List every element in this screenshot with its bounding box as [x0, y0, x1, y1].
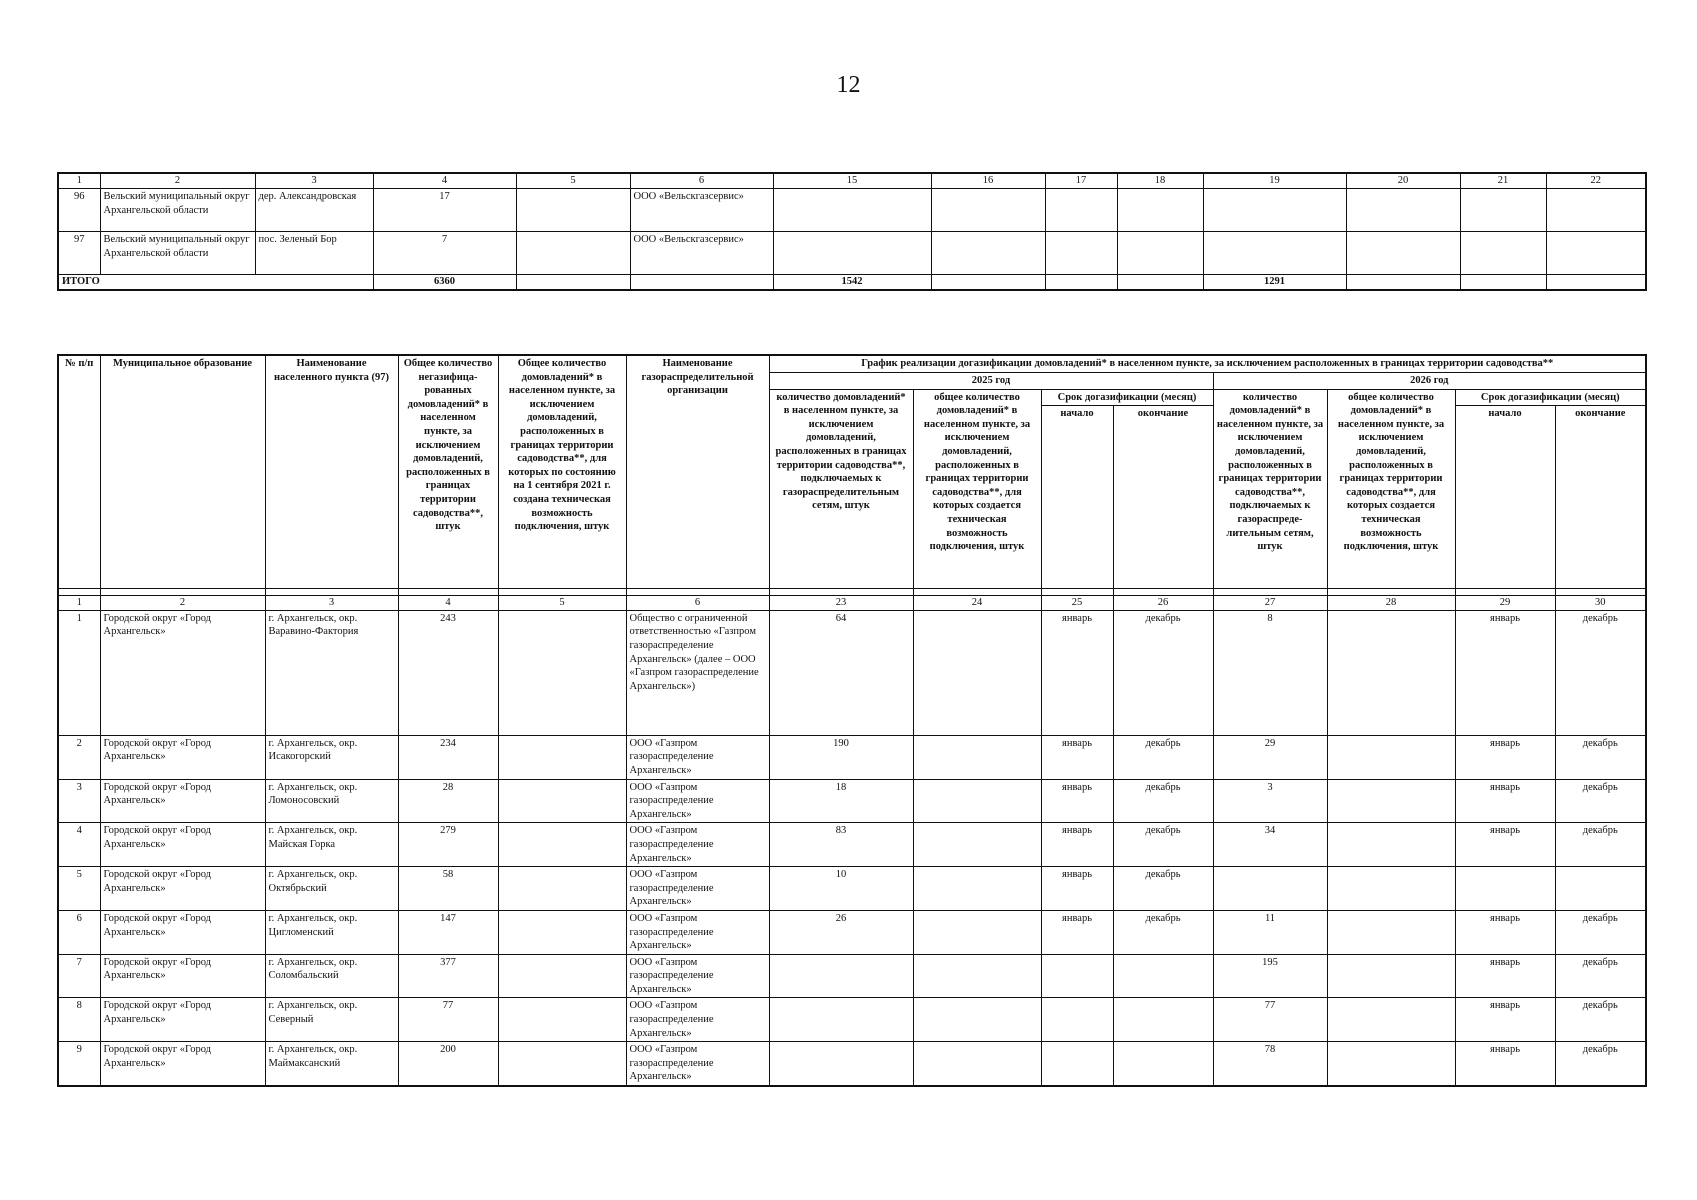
municipality-cell: Городской округ «Город Архангельск» — [100, 735, 265, 779]
header-cell: Наименование газораспределительной организации — [626, 355, 769, 589]
possible-2026-cell — [1327, 867, 1455, 911]
municipality-cell: Городской округ «Город Архангельск» — [100, 610, 265, 735]
col-index: 20 — [1346, 173, 1460, 189]
municipality-cell: Городской округ «Город Архангельск» — [100, 1042, 265, 1086]
count-cell: 147 — [398, 910, 498, 954]
connected-2026-cell: 78 — [1213, 1042, 1327, 1086]
header-cell: начало — [1455, 406, 1555, 589]
municipality-cell: Вельский муниципальный округ Архангельской области — [100, 232, 255, 275]
empty-cell — [1546, 275, 1646, 291]
col-index: 28 — [1327, 596, 1455, 611]
possible-2025-cell — [913, 779, 1041, 823]
start-2026-cell: январь — [1455, 735, 1555, 779]
connected-2026-cell: 77 — [1213, 998, 1327, 1042]
continuation-table — [57, 172, 1647, 291]
municipality-cell: Городской округ «Город Архангельск» — [100, 998, 265, 1042]
settlement-cell: г. Архангельск, окр. Майская Горка — [265, 823, 398, 867]
settlement-cell: г. Архангельск, окр. Цигломенский — [265, 910, 398, 954]
org-cell: ООО «Газпром газораспределение Архангельск» — [626, 1042, 769, 1086]
org-cell: Общество с ограниченной ответственностью «Газпром газораспределение Архангельск» (далее – ООО «Газпром газораспределение Архангельск») — [626, 610, 769, 735]
table-row — [58, 189, 1646, 232]
col-index: 1 — [58, 173, 100, 189]
row-number: 4 — [58, 823, 100, 867]
col-index: 17 — [1045, 173, 1117, 189]
settlement-cell: г. Архангельск, окр. Исакогорский — [265, 735, 398, 779]
table-row — [58, 779, 1646, 823]
municipality-cell: Городской округ «Город Архангельск» — [100, 954, 265, 998]
end-2026-cell: декабрь — [1555, 735, 1646, 779]
col-index: 3 — [255, 173, 373, 189]
table-row — [58, 998, 1646, 1042]
start-2026-cell: январь — [1455, 910, 1555, 954]
start-2026-cell: январь — [1455, 779, 1555, 823]
header-cell: Муниципальное образование — [100, 355, 265, 589]
separator-row — [58, 589, 1646, 596]
end-2026-cell: декабрь — [1555, 779, 1646, 823]
col-index: 2 — [100, 173, 255, 189]
total-row — [58, 275, 1646, 291]
settlement-cell: г. Архангельск, окр. Варавино-Фактория — [265, 610, 398, 735]
end-2025-cell — [1113, 1042, 1213, 1086]
end-2026-cell: декабрь — [1555, 823, 1646, 867]
header-cell: общее количество домовладений* в населенном пункте, за исключением домовладений, расположенных в границах территории садоводства**, для которых создается техническая возможность подключения, штук — [913, 389, 1041, 589]
header-cell: количество домовладений* в населенном пункте, за исключением домовладений, расположенных в границах территории садоводства**, подключаемых к газораспреде-лительным сетям, штук — [1213, 389, 1327, 589]
connected-2026-cell: 11 — [1213, 910, 1327, 954]
possible-2026-cell — [1327, 954, 1455, 998]
empty-cell — [1117, 189, 1203, 232]
settlement-cell: г. Архангельск, окр. Северный — [265, 998, 398, 1042]
total-cell: 6360 — [373, 275, 516, 291]
empty-cell — [1117, 232, 1203, 275]
column-index-row — [58, 173, 1646, 189]
end-2025-cell: декабрь — [1113, 910, 1213, 954]
count-cell: 377 — [398, 954, 498, 998]
col-index: 4 — [373, 173, 516, 189]
possible-2026-cell — [1327, 610, 1455, 735]
end-2026-cell — [1555, 867, 1646, 911]
header-row — [58, 355, 1646, 373]
end-2026-cell: декабрь — [1555, 998, 1646, 1042]
table-row — [58, 735, 1646, 779]
empty-cell — [1346, 232, 1460, 275]
count-cell: 200 — [398, 1042, 498, 1086]
row-number: 7 — [58, 954, 100, 998]
connected-2025-cell: 10 — [769, 867, 913, 911]
total-label: ИТОГО — [58, 275, 373, 291]
possible-2025-cell — [913, 954, 1041, 998]
count-cell: 58 — [398, 867, 498, 911]
possible-2025-cell — [913, 823, 1041, 867]
possible-2025-cell — [913, 610, 1041, 735]
count-cell: 28 — [398, 779, 498, 823]
possible-cell — [498, 1042, 626, 1086]
possible-2026-cell — [1327, 910, 1455, 954]
connected-2025-cell — [769, 1042, 913, 1086]
connected-2026-cell: 3 — [1213, 779, 1327, 823]
connected-2025-cell: 64 — [769, 610, 913, 735]
start-2026-cell: январь — [1455, 610, 1555, 735]
table-row — [58, 232, 1646, 275]
empty-cell — [773, 189, 931, 232]
possible-2026-cell — [1327, 1042, 1455, 1086]
column-index-row — [58, 596, 1646, 611]
header-cell: количество домовладений* в населенном пункте, за исключением домовладений, расположенных в границах территории садоводства**, подключаемых к газораспределительным сетям, штук — [769, 389, 913, 589]
possible-2025-cell — [913, 1042, 1041, 1086]
org-cell: ООО «Газпром газораспределение Архангельск» — [626, 867, 769, 911]
col-index: 19 — [1203, 173, 1346, 189]
col-index: 23 — [769, 596, 913, 611]
col-index: 30 — [1555, 596, 1646, 611]
header-cell: Наименование населенного пункта (97) — [265, 355, 398, 589]
possible-2026-cell — [1327, 998, 1455, 1042]
possible-cell — [498, 823, 626, 867]
empty-cell — [773, 232, 931, 275]
col-index: 15 — [773, 173, 931, 189]
count-cell: 279 — [398, 823, 498, 867]
empty-cell — [1045, 232, 1117, 275]
col-index: 29 — [1455, 596, 1555, 611]
empty-cell — [1045, 275, 1117, 291]
org-cell: ООО «Газпром газораспределение Архангельск» — [626, 735, 769, 779]
start-2025-cell — [1041, 998, 1113, 1042]
col-index: 22 — [1546, 173, 1646, 189]
empty-cell — [1546, 189, 1646, 232]
start-2025-cell: январь — [1041, 779, 1113, 823]
start-2025-cell: январь — [1041, 735, 1113, 779]
col-index: 25 — [1041, 596, 1113, 611]
connected-2025-cell — [769, 998, 913, 1042]
settlement-cell: г. Архангельск, окр. Ломоносовский — [265, 779, 398, 823]
municipality-cell: Вельский муниципальный округ Архангельской области — [100, 189, 255, 232]
start-2026-cell: январь — [1455, 823, 1555, 867]
row-number: 3 — [58, 779, 100, 823]
org-cell: ООО «Газпром газораспределение Архангельск» — [626, 954, 769, 998]
table-row — [58, 867, 1646, 911]
header-cell: 2026 год — [1213, 373, 1646, 390]
end-2025-cell: декабрь — [1113, 867, 1213, 911]
row-number: 2 — [58, 735, 100, 779]
empty-cell — [1346, 275, 1460, 291]
possible-2026-cell — [1327, 735, 1455, 779]
col-index: 4 — [398, 596, 498, 611]
col-index: 6 — [626, 596, 769, 611]
connected-2025-cell: 83 — [769, 823, 913, 867]
row-number: 96 — [58, 189, 100, 232]
possible-2026-cell — [1327, 823, 1455, 867]
municipality-cell: Городской округ «Город Архангельск» — [100, 779, 265, 823]
empty-cell — [1460, 275, 1546, 291]
possible-cell — [498, 910, 626, 954]
empty-cell — [1203, 232, 1346, 275]
header-cell: График реализации догазификации домовладений* в населенном пункте, за исключением расположенных в границах территории садоводства** — [769, 355, 1646, 373]
possible-2025-cell — [913, 910, 1041, 954]
end-2025-cell: декабрь — [1113, 735, 1213, 779]
empty-cell — [516, 189, 630, 232]
col-index: 6 — [630, 173, 773, 189]
header-cell: Срок догазификации (месяц) — [1041, 389, 1213, 406]
org-cell: ООО «Газпром газораспределение Архангельск» — [626, 998, 769, 1042]
empty-cell — [1203, 189, 1346, 232]
empty-cell — [1346, 189, 1460, 232]
row-number: 1 — [58, 610, 100, 735]
total-cell: 1542 — [773, 275, 931, 291]
empty-cell — [1546, 232, 1646, 275]
possible-cell — [498, 735, 626, 779]
possible-cell — [498, 998, 626, 1042]
connected-2026-cell: 195 — [1213, 954, 1327, 998]
connected-2026-cell: 29 — [1213, 735, 1327, 779]
table-row — [58, 954, 1646, 998]
connected-2025-cell — [769, 954, 913, 998]
end-2025-cell: декабрь — [1113, 779, 1213, 823]
org-cell: ООО «Вельскгазсервис» — [630, 189, 773, 232]
end-2026-cell: декабрь — [1555, 1042, 1646, 1086]
possible-2026-cell — [1327, 779, 1455, 823]
table-row — [58, 910, 1646, 954]
empty-cell — [1460, 232, 1546, 275]
start-2025-cell: январь — [1041, 610, 1113, 735]
org-cell: ООО «Газпром газораспределение Архангельск» — [626, 910, 769, 954]
count-cell: 77 — [398, 998, 498, 1042]
table-row — [58, 610, 1646, 735]
row-number: 9 — [58, 1042, 100, 1086]
count-cell: 17 — [373, 189, 516, 232]
municipality-cell: Городской округ «Город Архангельск» — [100, 910, 265, 954]
start-2025-cell: январь — [1041, 823, 1113, 867]
start-2025-cell — [1041, 954, 1113, 998]
start-2025-cell: январь — [1041, 867, 1113, 911]
org-cell: ООО «Газпром газораспределение Архангельск» — [626, 779, 769, 823]
org-cell: ООО «Газпром газораспределение Архангельск» — [626, 823, 769, 867]
settlement-cell: г. Архангельск, окр. Соломбальский — [265, 954, 398, 998]
col-index: 5 — [498, 596, 626, 611]
col-index: 16 — [931, 173, 1045, 189]
col-index: 18 — [1117, 173, 1203, 189]
col-index: 3 — [265, 596, 398, 611]
settlement-cell: г. Архангельск, окр. Маймаксанский — [265, 1042, 398, 1086]
municipality-cell: Городской округ «Город Архангельск» — [100, 823, 265, 867]
empty-cell — [931, 275, 1045, 291]
end-2026-cell: декабрь — [1555, 954, 1646, 998]
connected-2025-cell: 190 — [769, 735, 913, 779]
header-cell: начало — [1041, 406, 1113, 589]
end-2025-cell — [1113, 954, 1213, 998]
possible-2025-cell — [913, 735, 1041, 779]
row-number: 97 — [58, 232, 100, 275]
header-cell: Общее количество домовладений* в населенном пункте, за исключением домовладений, расположенных в границах территории садоводства**, для которых по состоянию на 1 сентября 2021 г. создана техническая возможность подключения, штук — [498, 355, 626, 589]
connected-2026-cell: 34 — [1213, 823, 1327, 867]
table-row — [58, 823, 1646, 867]
col-index: 27 — [1213, 596, 1327, 611]
start-2025-cell — [1041, 1042, 1113, 1086]
start-2026-cell — [1455, 867, 1555, 911]
connected-2026-cell: 8 — [1213, 610, 1327, 735]
page-number: 12 — [836, 72, 861, 98]
header-cell: общее количество домовладений* в населенном пункте, за исключением домовладений, расположенных в границах территории садоводства**, для которых создается техническая возможность подключения, штук — [1327, 389, 1455, 589]
col-index: 2 — [100, 596, 265, 611]
col-index: 21 — [1460, 173, 1546, 189]
connected-2025-cell: 26 — [769, 910, 913, 954]
header-cell: окончание — [1555, 406, 1646, 589]
end-2026-cell: декабрь — [1555, 910, 1646, 954]
total-cell: 1291 — [1203, 275, 1346, 291]
possible-cell — [498, 610, 626, 735]
possible-cell — [498, 954, 626, 998]
header-cell: окончание — [1113, 406, 1213, 589]
count-cell: 7 — [373, 232, 516, 275]
empty-cell — [1117, 275, 1203, 291]
connected-2025-cell: 18 — [769, 779, 913, 823]
possible-2025-cell — [913, 867, 1041, 911]
header-cell: № п/п — [58, 355, 100, 589]
start-2025-cell: январь — [1041, 910, 1113, 954]
count-cell: 234 — [398, 735, 498, 779]
connected-2026-cell — [1213, 867, 1327, 911]
end-2025-cell — [1113, 998, 1213, 1042]
empty-cell — [630, 275, 773, 291]
col-index: 26 — [1113, 596, 1213, 611]
possible-cell — [498, 867, 626, 911]
header-cell: Срок догазификации (месяц) — [1455, 389, 1646, 406]
count-cell: 243 — [398, 610, 498, 735]
col-index: 24 — [913, 596, 1041, 611]
municipality-cell: Городской округ «Город Архангельск» — [100, 867, 265, 911]
empty-cell — [516, 232, 630, 275]
empty-cell — [931, 189, 1045, 232]
start-2026-cell: январь — [1455, 1042, 1555, 1086]
end-2026-cell: декабрь — [1555, 610, 1646, 735]
col-index: 5 — [516, 173, 630, 189]
end-2025-cell: декабрь — [1113, 610, 1213, 735]
possible-cell — [498, 779, 626, 823]
row-number: 5 — [58, 867, 100, 911]
empty-cell — [516, 275, 630, 291]
start-2026-cell: январь — [1455, 954, 1555, 998]
settlement-cell: дер. Александровская — [255, 189, 373, 232]
row-number: 8 — [58, 998, 100, 1042]
end-2025-cell: декабрь — [1113, 823, 1213, 867]
empty-cell — [931, 232, 1045, 275]
org-cell: ООО «Вельскгазсервис» — [630, 232, 773, 275]
header-cell: Общее количество негазифица-рованных домовладений* в населенном пункте, за исключением домовладений, расположенных в границах территории садоводства**, штук — [398, 355, 498, 589]
empty-cell — [1045, 189, 1117, 232]
empty-cell — [1460, 189, 1546, 232]
row-number: 6 — [58, 910, 100, 954]
gasification-schedule-table — [57, 354, 1647, 1087]
settlement-cell: пос. Зеленый Бор — [255, 232, 373, 275]
settlement-cell: г. Архангельск, окр. Октябрьский — [265, 867, 398, 911]
col-index: 1 — [58, 596, 100, 611]
header-cell: 2025 год — [769, 373, 1213, 390]
possible-2025-cell — [913, 998, 1041, 1042]
table-row — [58, 1042, 1646, 1086]
start-2026-cell: январь — [1455, 998, 1555, 1042]
